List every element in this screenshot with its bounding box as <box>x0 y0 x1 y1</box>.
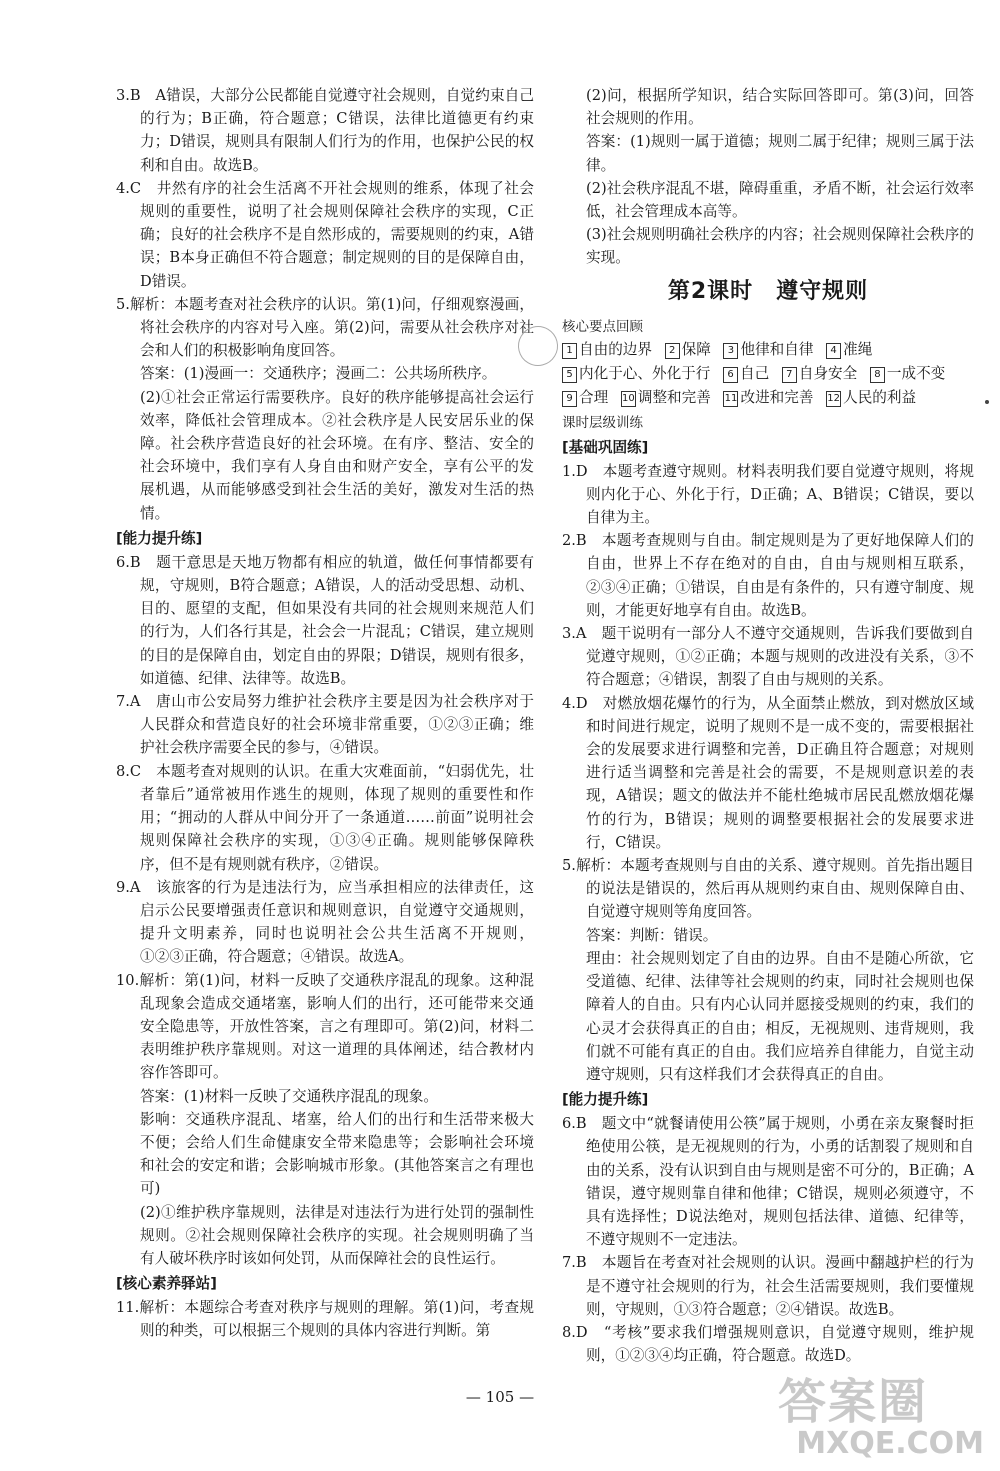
key-point-item <box>621 389 711 406</box>
key-point-number: 7 <box>782 367 797 383</box>
key-point-item <box>826 341 872 358</box>
left-column <box>116 84 534 1343</box>
answer-q11-part1: 答案：(1)规则一属于道德；规则二属于纪律；规则三属于法律。 <box>586 133 974 174</box>
answer-q4: 4.C 井然有序的社会生活离不开社会规则的维系，体现了社会规则的重要性，说明了社会规则保障社会秩序的实现，C正确；良好的社会秩序不是自然形成的，需要规则的约束，A错误；B本身正确但不符合题意；制定规则的目的是保障自由，D错误。 <box>116 179 534 290</box>
watermark-url: MXQE.COM <box>796 1426 984 1461</box>
answer-q9: 9.A 该旅客的行为是违法行为，应当承担相应的法律责任，这启示公民要增强责任意识和规则意识，自觉遵守交通规则，提升文明素养，同时也说明社会公共生活离不开规则，①②③正确，符合题意；④错误。故选A。 <box>116 878 534 966</box>
watermark-big-text: 答案圈 <box>778 1374 929 1430</box>
answer-r2: 2.B 本题考查规则与自由。制定规则是为了更好地保障人们的自由，世界上不存在绝对的自由，自由与规则相互联系，②③④正确；①错误，自由是有条件的，只有遵守制度、规则，才能更好地享有自由。故选B。 <box>562 532 974 619</box>
key-point-number: 6 <box>723 367 738 383</box>
answer-q3: 3.B A错误，大部分公民都能自觉遵守社会规则，自觉约束自己的行为；B正确，符合题意；C错误，法律比道德更有约束力；D错误，规则具有限制人们行为的作用，也保护公民的权利和自由。故选B。 <box>116 87 534 174</box>
answer-r8: 8.D “考核”要求我们增强规则意识，自觉遵守规则，维护规则，①②③④均正确，符合题意。故选D。 <box>562 1323 974 1365</box>
analysis-q5: 5.解析：本题考查对社会秩序的认识。第(1)问，仔细观察漫画，将社会秩序的内容对号入座。第(2)问，需要从社会秩序对社会和人们的积极影响角度回答。 <box>116 295 534 360</box>
key-point-number: 8 <box>870 367 885 383</box>
answer-q5-part1: 答案：(1)漫画一：交通秩序；漫画二：公共场所秩序。 <box>140 365 497 383</box>
key-point-item <box>826 389 916 406</box>
key-point-number: 5 <box>562 367 577 383</box>
section-basic: [基础巩固练] <box>562 438 649 456</box>
answer-q11-part3: (3)社会规则明确社会秩序的内容；社会规则保障社会秩序的实现。 <box>586 226 974 267</box>
page-number: — 105 — <box>465 1388 535 1406</box>
key-point-number: 4 <box>826 343 841 359</box>
analysis-q10: 10.解析：第(1)问，材料一反映了交通秩序混乱的现象。这种混乱现象会造成交通堵塞，影响人们的出行，还可能带来交通安全隐患等，开放性答案，言之有理即可。第(2)问，材料二表明维护秩序靠规则。对这一道理的具体阐述，结合教材内容作答即可。 <box>116 971 534 1082</box>
answer-r4: 4.D 对燃放烟花爆竹的行为，从全面禁止燃放，到对燃放区域和时间进行规定，说明了规则不是一成不变的，需要根据社会的发展要求进行调整和完善，D正确且符合题意；对规则进行适当调整和完善是社会的需要，不是规则意识差的表现，A错误；题文的做法并不能杜绝城市居民乱燃放烟花爆竹的行为，B错误；规则的调整要根据社会的发展要求进行，C错误。 <box>562 694 974 851</box>
answer-r6: 6.B 题文中“就餐请使用公筷”属于规则，小勇在亲友聚餐时拒绝使用公筷，是无视规则的行为，小勇的话割裂了规则和自由的关系，没有认识到自由与规则是密不可分的，B正确；A错误，遵守规则靠自律和他律；C错误，规则必须遵守，不具有选择性；D说法绝对，规则包括法律、道德、纪律等，不遵守规则不一定违法。 <box>562 1115 974 1249</box>
key-point-number: 3 <box>723 343 738 359</box>
review-heading: 核心要点回顾 <box>562 318 643 335</box>
lesson-title: 第2课时 遵守规则 <box>667 278 869 304</box>
answer-q7: 7.A 唐山市公安局努力维护社会秩序主要是因为社会秩序对于人民群众和营造良好的社会环境非常重要，①②③正确；维护社会秩序需要全民的参与，④错误。 <box>116 693 534 757</box>
key-point-number: 2 <box>665 343 680 359</box>
analysis-r5: 5.解析：本题考查规则与自由的关系、遵守规则。首先指出题目的说法是错误的，然后再从规则约束自由、规则保障自由、自觉遵守规则等角度回答。 <box>562 857 974 921</box>
section-core: [核心素养驿站] <box>116 1275 217 1293</box>
key-point-text: 他律和自律 <box>740 340 814 358</box>
answer-r3: 3.A 题干说明有一部分人不遵守交通规则，告诉我们要做到自觉遵守规则，①②正确；本题与规则的改进没有关系，③不符合题意；④错误，割裂了自由与规则的关系。 <box>562 625 974 689</box>
key-point-text: 内化于心、外化于行 <box>579 364 711 382</box>
answer-q6: 6.B 题干意思是天地万物都有相应的轨道，做任何事情都要有规，守规则，B符合题意；A错误，人的活动受思想、动机、目的、愿望的支配，但如果没有共同的社会规则来规范人们的行为，人们各行其是，社会会一片混乱；C错误，建立规则的目的是保障自由，划定自由的界限；D错误，规则有很多，如道德、纪律、法律等。故选B。 <box>116 553 534 687</box>
answer-r1: 1.D 本题考查遵守规则。材料表明我们要自觉遵守规则，将规则内化于心、外化于行，D正确；A、B错误；C错误，要以自律为主。 <box>562 462 974 527</box>
key-point-item <box>870 365 945 382</box>
key-point-text: 改进和完善 <box>740 388 814 406</box>
section-ability-right: [能力提升练] <box>562 1091 649 1109</box>
key-point-item <box>562 389 608 406</box>
key-point-item <box>665 341 711 358</box>
right-column <box>562 84 974 1367</box>
key-point-text: 人民的利益 <box>843 388 917 406</box>
section-ability-left: [能力提升练] <box>116 529 203 547</box>
key-point-item <box>562 341 652 358</box>
key-points-list <box>562 338 974 410</box>
key-point-item <box>723 341 813 358</box>
analysis-q11: 11.解析：本题综合考查对秩序与规则的理解。第(1)问，考查规则的种类，可以根据三个规则的具体内容进行判断。第 <box>116 1299 534 1340</box>
key-point-text: 自身安全 <box>798 364 858 382</box>
analysis-q11-continued: (2)问，根据所学知识，结合实际回答即可。第(3)问，回答社会规则的作用。 <box>586 87 974 128</box>
key-point-text: 合理 <box>579 388 609 406</box>
answer-q11-part2: (2)社会秩序混乱不堪，障碍重重，矛盾不断，社会运行效率低，社会管理成本高等。 <box>586 179 974 221</box>
key-point-item <box>723 389 813 406</box>
key-point-number: 1 <box>562 343 577 359</box>
key-point-text: 自由的边界 <box>579 340 652 358</box>
key-point-text: 自己 <box>740 364 770 382</box>
key-point-text: 保障 <box>681 340 711 358</box>
key-point-number: 12 <box>826 391 841 407</box>
key-point-text: 一成不变 <box>886 364 946 382</box>
answer-q5-part2: (2)①社会正常运行需要秩序。良好的秩序能够提高社会运行效率，降低社会管理成本。②社会秩序是人民安居乐业的保障。社会秩序营造良好的社会环境。在有序、整洁、安全的社会环境中，我们享有人身自由和财产安全，享有公平的发展机遇，从而能够感受到社会生活的美好，激发对生活的热情。 <box>140 388 534 522</box>
key-point-text: 准绳 <box>843 340 873 358</box>
key-point-number: 9 <box>562 391 577 407</box>
key-point-text: 调整和完善 <box>637 388 711 406</box>
key-point-item <box>782 365 857 382</box>
answer-q10-part2: (2)①维护秩序靠规则，法律是对违法行为进行处罚的强制性规则。②社会规则保障社会秩序的实现。社会规则明确了当有人破坏秩序时该如何处罚，从而保障社会的良性运行。 <box>140 1203 534 1267</box>
watermark-logo <box>778 1363 988 1463</box>
answer-q10-effect: 影响：交通秩序混乱、堵塞，给人们的出行和生活带来极大不便；会给人们生命健康安全带来隐患等；会影响社会环境和社会的安定和谐；会影响城市形象。(其他答案言之有理也可) <box>140 1110 534 1198</box>
margin-dot <box>985 400 989 404</box>
key-point-number: 10 <box>621 391 636 407</box>
answer-q8: 8.C 本题考查对规则的认识。在重大灾难面前，“妇弱优先，壮者靠后”通常被用作逃生的规则，体现了规则的重要性和作用；“拥动的人群从中间分开了一条通道……前面”说明社会规则保障社会秩序的实现，①③④正确。规则能够保障秩序，但不是有规则就有秩序，②错误。 <box>116 762 534 873</box>
key-point-item <box>562 365 710 382</box>
answer-r5-judgement: 答案：判断：错误。 <box>586 926 718 944</box>
key-point-number: 11 <box>723 391 738 407</box>
training-heading: 课时层级训练 <box>562 414 643 431</box>
answer-r5-reason: 理由：社会规则划定了自由的边界。自由不是随心所欲，它受道德、纪律、法律等社会规则的约束，同时社会规则也保障着人的自由。只有内心认同并愿接受规则的约束，我们的心灵才会获得真正的自由；相反，无视规则、违背规则，我们就不可能有真正的自由。我们应培养自律能力，自觉主动遵守规则，只有这样我们才会获得真正的自由。 <box>586 949 974 1083</box>
answer-r7: 7.B 本题旨在考查对社会规则的认识。漫画中翻越护栏的行为是不遵守社会规则的行为，社会生活需要规则，我们要懂规则，守规则，①③符合题意；②④错误。故选B。 <box>562 1254 974 1318</box>
key-point-item <box>723 365 769 382</box>
answer-q10-part1: 答案：(1)材料一反映了交通秩序混乱的现象。 <box>140 1087 438 1105</box>
